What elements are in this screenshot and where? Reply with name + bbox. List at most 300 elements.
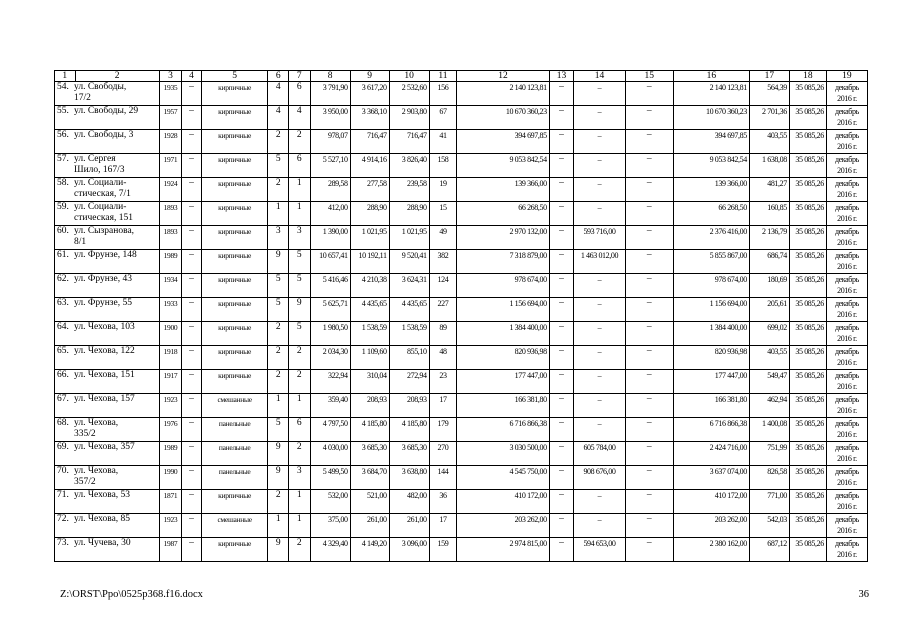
- residential-area: 9 520,41: [389, 250, 429, 274]
- entrances: 9: [289, 298, 311, 322]
- total-area: 412,00: [310, 202, 350, 226]
- entrances: 5: [289, 274, 311, 298]
- completion-date: [826, 202, 867, 226]
- date-month: декабрь: [834, 491, 859, 500]
- col-13-value: –: [549, 154, 574, 178]
- date-year: 2016 г.: [837, 526, 857, 535]
- total-area: 375,00: [310, 514, 350, 538]
- col-16-value: 5 855 867,00: [673, 250, 749, 274]
- date-year: 2016 г.: [837, 118, 857, 127]
- address-line-1: ул. Социали-: [74, 178, 127, 188]
- total-cost: 9 053 842,54: [457, 154, 549, 178]
- col-14-value: –: [574, 154, 625, 178]
- address-line-1: ул. Чехова, 157: [74, 394, 135, 404]
- floors: 2: [268, 370, 289, 394]
- total-area: 4 797,50: [310, 418, 350, 442]
- date-year: 2016 г.: [837, 286, 857, 295]
- table-row: [55, 394, 868, 418]
- table-row: [55, 538, 868, 562]
- address-cell: [55, 202, 160, 226]
- col-15-value: –: [625, 418, 673, 442]
- date-month: декабрь: [834, 323, 859, 332]
- residents-count: 17: [429, 514, 457, 538]
- entrances: 2: [289, 442, 311, 466]
- col-17-value: 2 136,79: [749, 226, 789, 250]
- table-row: [55, 298, 868, 322]
- residential-area: 3 096,00: [389, 538, 429, 562]
- entrances: 1: [289, 394, 311, 418]
- wall-material: кирпичные: [201, 346, 268, 370]
- floors: 1: [268, 202, 289, 226]
- col-15-value: –: [625, 130, 673, 154]
- year-built: 1933: [159, 298, 182, 322]
- year-built: 1934: [159, 274, 182, 298]
- col-15-value: –: [625, 250, 673, 274]
- wall-material: кирпичные: [201, 82, 268, 106]
- residents-count: 48: [429, 346, 457, 370]
- col-15-value: –: [625, 538, 673, 562]
- col-13-value: –: [549, 490, 574, 514]
- column-header: 10: [389, 71, 429, 82]
- table-body: [55, 82, 868, 562]
- table-row: [55, 250, 868, 274]
- wall-material: кирпичные: [201, 178, 268, 202]
- col-14-value: –: [574, 490, 625, 514]
- address-cell: [55, 418, 160, 442]
- date-year: 2016 г.: [837, 430, 857, 439]
- col-4-value: –: [182, 130, 202, 154]
- col-14-value: –: [574, 418, 625, 442]
- completion-date: [826, 346, 867, 370]
- year-built: 1918: [159, 346, 182, 370]
- table-row: [55, 202, 868, 226]
- column-header: 8: [310, 71, 350, 82]
- date-month: декабрь: [834, 347, 859, 356]
- col-13-value: –: [549, 274, 574, 298]
- living-area: 3 685,30: [350, 442, 389, 466]
- col-13-value: –: [549, 322, 574, 346]
- wall-material: кирпичные: [201, 370, 268, 394]
- col-13-value: –: [549, 370, 574, 394]
- col-17-value: 180,69: [749, 274, 789, 298]
- col-18-value: 35 085,26: [789, 226, 826, 250]
- year-built: 1924: [159, 178, 182, 202]
- col-16-value: 820 936,98: [673, 346, 749, 370]
- floors: 2: [268, 178, 289, 202]
- total-cost: 2 974 815,00: [457, 538, 549, 562]
- floors: 9: [268, 250, 289, 274]
- col-14-value: –: [574, 370, 625, 394]
- table-row: [55, 130, 868, 154]
- year-built: 1989: [159, 442, 182, 466]
- date-month: декабрь: [834, 155, 859, 164]
- col-16-value: 394 697,85: [673, 130, 749, 154]
- residents-count: 89: [429, 322, 457, 346]
- wall-material: кирпичные: [201, 202, 268, 226]
- address-cell: [55, 514, 160, 538]
- living-area: 1 538,59: [350, 322, 389, 346]
- col-16-value: 1 384 400,00: [673, 322, 749, 346]
- date-year: 2016 г.: [837, 214, 857, 223]
- year-built: 1871: [159, 490, 182, 514]
- total-cost: 1 156 694,00: [457, 298, 549, 322]
- total-area: 359,40: [310, 394, 350, 418]
- floors: 5: [268, 418, 289, 442]
- col-14-value: 593 716,00: [574, 226, 625, 250]
- completion-date: [826, 298, 867, 322]
- address-line-2: стическая, 7/1: [74, 189, 131, 199]
- date-year: 2016 г.: [837, 454, 857, 463]
- col-17-value: 549,47: [749, 370, 789, 394]
- col-18-value: 35 085,26: [789, 202, 826, 226]
- footer-page-number: 36: [858, 589, 869, 600]
- entrances: 6: [289, 154, 311, 178]
- column-header: 19: [826, 71, 867, 82]
- col-4-value: –: [182, 370, 202, 394]
- total-cost: 6 716 866,38: [457, 418, 549, 442]
- col-17-value: 826,58: [749, 466, 789, 490]
- col-13-value: –: [549, 226, 574, 250]
- date-year: 2016 г.: [837, 334, 857, 343]
- col-4-value: –: [182, 202, 202, 226]
- residential-area: 482,00: [389, 490, 429, 514]
- column-header: 1: [55, 71, 76, 82]
- date-month: декабрь: [834, 275, 859, 284]
- date-month: декабрь: [834, 443, 859, 452]
- total-area: 5 625,71: [310, 298, 350, 322]
- completion-date: [826, 154, 867, 178]
- entrances: 3: [289, 466, 311, 490]
- col-4-value: –: [182, 154, 202, 178]
- row-number: 66.: [57, 370, 69, 380]
- residential-area: 3 826,40: [389, 154, 429, 178]
- total-area: 1 980,50: [310, 322, 350, 346]
- total-cost: 1 384 400,00: [457, 322, 549, 346]
- residents-count: 156: [429, 82, 457, 106]
- total-area: 1 390,00: [310, 226, 350, 250]
- address-line-1: ул. Чехова, 122: [74, 346, 135, 356]
- total-cost: 394 697,85: [457, 130, 549, 154]
- date-year: 2016 г.: [837, 94, 857, 103]
- col-17-value: 686,74: [749, 250, 789, 274]
- living-area: 3 684,70: [350, 466, 389, 490]
- total-cost: 10 670 360,23: [457, 106, 549, 130]
- living-area: 4 914,16: [350, 154, 389, 178]
- residents-count: 67: [429, 106, 457, 130]
- table-row: [55, 442, 868, 466]
- residential-area: 239,58: [389, 178, 429, 202]
- date-month: декабрь: [834, 539, 859, 548]
- col-14-value: –: [574, 202, 625, 226]
- column-header: 12: [457, 71, 549, 82]
- table-row: [55, 178, 868, 202]
- total-cost: 820 936,98: [457, 346, 549, 370]
- entrances: 6: [289, 418, 311, 442]
- row-number: 60.: [57, 226, 69, 236]
- row-number: 55.: [57, 106, 69, 116]
- row-number: 70.: [57, 466, 69, 476]
- year-built: 1971: [159, 154, 182, 178]
- col-17-value: 481,27: [749, 178, 789, 202]
- col-16-value: 166 381,80: [673, 394, 749, 418]
- completion-date: [826, 514, 867, 538]
- address-line-1: ул. Фрунзе, 55: [74, 298, 133, 308]
- col-14-value: –: [574, 274, 625, 298]
- column-header: 15: [625, 71, 673, 82]
- date-year: 2016 г.: [837, 502, 857, 511]
- living-area: 4 210,38: [350, 274, 389, 298]
- col-4-value: –: [182, 250, 202, 274]
- living-area: 4 185,80: [350, 418, 389, 442]
- residents-count: 382: [429, 250, 457, 274]
- address-line-2: 357/2: [74, 477, 96, 487]
- total-cost: 166 381,80: [457, 394, 549, 418]
- col-18-value: 35 085,26: [789, 250, 826, 274]
- col-15-value: –: [625, 154, 673, 178]
- year-built: 1923: [159, 394, 182, 418]
- column-header: 5: [201, 71, 268, 82]
- floors: 9: [268, 442, 289, 466]
- floors: 9: [268, 466, 289, 490]
- wall-material: панельные: [201, 418, 268, 442]
- address-line-2: 8/1: [74, 237, 87, 247]
- address-line-1: ул. Чехова, 53: [74, 490, 131, 500]
- col-16-value: 9 053 842,54: [673, 154, 749, 178]
- completion-date: [826, 370, 867, 394]
- col-4-value: –: [182, 394, 202, 418]
- col-13-value: –: [549, 538, 574, 562]
- date-year: 2016 г.: [837, 406, 857, 415]
- date-month: декабрь: [834, 131, 859, 140]
- residential-area: 4 435,65: [389, 298, 429, 322]
- completion-date: [826, 130, 867, 154]
- col-14-value: –: [574, 394, 625, 418]
- table-row: [55, 274, 868, 298]
- col-17-value: 699,02: [749, 322, 789, 346]
- row-number: 65.: [57, 346, 69, 356]
- col-4-value: –: [182, 106, 202, 130]
- col-13-value: –: [549, 298, 574, 322]
- header-row: [55, 71, 868, 82]
- residents-count: 270: [429, 442, 457, 466]
- total-cost: 978 674,00: [457, 274, 549, 298]
- residential-area: 2 903,80: [389, 106, 429, 130]
- date-year: 2016 г.: [837, 550, 857, 559]
- completion-date: [826, 394, 867, 418]
- col-15-value: –: [625, 226, 673, 250]
- col-18-value: 35 085,26: [789, 514, 826, 538]
- total-cost: 139 366,00: [457, 178, 549, 202]
- floors: 5: [268, 154, 289, 178]
- col-16-value: 10 670 360,23: [673, 106, 749, 130]
- total-area: 978,07: [310, 130, 350, 154]
- col-13-value: –: [549, 82, 574, 106]
- table-row: [55, 226, 868, 250]
- residents-count: 179: [429, 418, 457, 442]
- floors: 4: [268, 106, 289, 130]
- address-line-1: ул. Фрунзе, 43: [74, 274, 133, 284]
- table-row: [55, 322, 868, 346]
- col-18-value: 35 085,26: [789, 82, 826, 106]
- col-17-value: 403,55: [749, 346, 789, 370]
- col-14-value: –: [574, 82, 625, 106]
- col-4-value: –: [182, 82, 202, 106]
- completion-date: [826, 178, 867, 202]
- col-17-value: 462,94: [749, 394, 789, 418]
- col-15-value: –: [625, 442, 673, 466]
- row-number: 54.: [57, 82, 69, 92]
- wall-material: панельные: [201, 442, 268, 466]
- col-14-value: –: [574, 298, 625, 322]
- col-16-value: 203 262,00: [673, 514, 749, 538]
- address-line-1: ул. Свободы,: [74, 82, 127, 92]
- year-built: 1917: [159, 370, 182, 394]
- col-17-value: 2 701,36: [749, 106, 789, 130]
- column-header: 3: [159, 71, 182, 82]
- address-line-1: ул. Социали-: [74, 202, 127, 212]
- column-header: 14: [574, 71, 625, 82]
- address-line-1: ул. Чехова,: [74, 418, 119, 428]
- column-header: 13: [549, 71, 574, 82]
- column-header: 2: [75, 71, 159, 82]
- col-15-value: –: [625, 514, 673, 538]
- address-cell: [55, 490, 160, 514]
- residential-area: 261,00: [389, 514, 429, 538]
- col-15-value: –: [625, 298, 673, 322]
- total-area: 532,00: [310, 490, 350, 514]
- address-cell: [55, 298, 160, 322]
- col-16-value: 2 140 123,81: [673, 82, 749, 106]
- col-16-value: 6 716 866,38: [673, 418, 749, 442]
- entrances: 6: [289, 82, 311, 106]
- row-number: 57.: [57, 154, 69, 164]
- col-4-value: –: [182, 514, 202, 538]
- col-16-value: 978 674,00: [673, 274, 749, 298]
- wall-material: кирпичные: [201, 274, 268, 298]
- col-14-value: –: [574, 178, 625, 202]
- residential-area: 208,93: [389, 394, 429, 418]
- col-16-value: 410 172,00: [673, 490, 749, 514]
- row-number: 59.: [57, 202, 69, 212]
- floors: 1: [268, 394, 289, 418]
- row-number: 72.: [57, 514, 69, 524]
- col-15-value: –: [625, 322, 673, 346]
- col-15-value: –: [625, 346, 673, 370]
- col-13-value: –: [549, 106, 574, 130]
- wall-material: кирпичные: [201, 226, 268, 250]
- col-17-value: 687,12: [749, 538, 789, 562]
- col-16-value: 2 376 416,00: [673, 226, 749, 250]
- address-cell: [55, 178, 160, 202]
- date-year: 2016 г.: [837, 310, 857, 319]
- col-17-value: 542,03: [749, 514, 789, 538]
- residents-count: 23: [429, 370, 457, 394]
- address-line-2: 17/2: [74, 93, 91, 103]
- total-cost: 66 268,50: [457, 202, 549, 226]
- col-16-value: 66 268,50: [673, 202, 749, 226]
- address-line-1: ул. Свободы, 3: [74, 130, 134, 140]
- floors: 2: [268, 322, 289, 346]
- date-year: 2016 г.: [837, 142, 857, 151]
- year-built: 1935: [159, 82, 182, 106]
- address-cell: [55, 130, 160, 154]
- living-area: 310,04: [350, 370, 389, 394]
- date-month: декабрь: [834, 467, 859, 476]
- table-row: [55, 466, 868, 490]
- col-17-value: 205,61: [749, 298, 789, 322]
- table-row: [55, 514, 868, 538]
- table-row: [55, 82, 868, 106]
- total-area: 2 034,30: [310, 346, 350, 370]
- col-4-value: –: [182, 466, 202, 490]
- living-area: 521,00: [350, 490, 389, 514]
- address-line-1: ул. Чучева, 30: [74, 538, 131, 548]
- total-area: 322,94: [310, 370, 350, 394]
- total-area: 4 329,40: [310, 538, 350, 562]
- row-number: 67.: [57, 394, 69, 404]
- col-15-value: –: [625, 370, 673, 394]
- residential-area: 1 021,95: [389, 226, 429, 250]
- completion-date: [826, 226, 867, 250]
- row-number: 56.: [57, 130, 69, 140]
- total-area: 4 030,00: [310, 442, 350, 466]
- living-area: 4 149,20: [350, 538, 389, 562]
- completion-date: [826, 106, 867, 130]
- wall-material: смешанные: [201, 514, 268, 538]
- col-17-value: 1 638,08: [749, 154, 789, 178]
- address-line-2: Шило, 167/3: [74, 165, 125, 175]
- address-cell: [55, 250, 160, 274]
- address-cell: [55, 154, 160, 178]
- column-header: 16: [673, 71, 749, 82]
- wall-material: кирпичные: [201, 106, 268, 130]
- living-area: 3 617,20: [350, 82, 389, 106]
- residents-count: 17: [429, 394, 457, 418]
- residential-area: 4 185,80: [389, 418, 429, 442]
- residential-area: 3 638,80: [389, 466, 429, 490]
- residents-count: 227: [429, 298, 457, 322]
- floors: 5: [268, 298, 289, 322]
- residential-area: 716,47: [389, 130, 429, 154]
- entrances: 4: [289, 106, 311, 130]
- address-cell: [55, 538, 160, 562]
- year-built: 1990: [159, 466, 182, 490]
- year-built: 1893: [159, 226, 182, 250]
- residents-count: 158: [429, 154, 457, 178]
- col-14-value: –: [574, 514, 625, 538]
- col-4-value: –: [182, 178, 202, 202]
- entrances: 2: [289, 370, 311, 394]
- table-row: [55, 154, 868, 178]
- address-cell: [55, 82, 160, 106]
- floors: 2: [268, 490, 289, 514]
- entrances: 3: [289, 226, 311, 250]
- table-row: [55, 106, 868, 130]
- col-18-value: 35 085,26: [789, 346, 826, 370]
- col-14-value: 594 653,00: [574, 538, 625, 562]
- completion-date: [826, 82, 867, 106]
- floors: 2: [268, 346, 289, 370]
- wall-material: кирпичные: [201, 130, 268, 154]
- col-14-value: 605 784,00: [574, 442, 625, 466]
- entrances: 2: [289, 130, 311, 154]
- year-built: 1900: [159, 322, 182, 346]
- col-17-value: 751,99: [749, 442, 789, 466]
- completion-date: [826, 442, 867, 466]
- entrances: 1: [289, 490, 311, 514]
- col-18-value: 35 085,26: [789, 274, 826, 298]
- col-13-value: –: [549, 202, 574, 226]
